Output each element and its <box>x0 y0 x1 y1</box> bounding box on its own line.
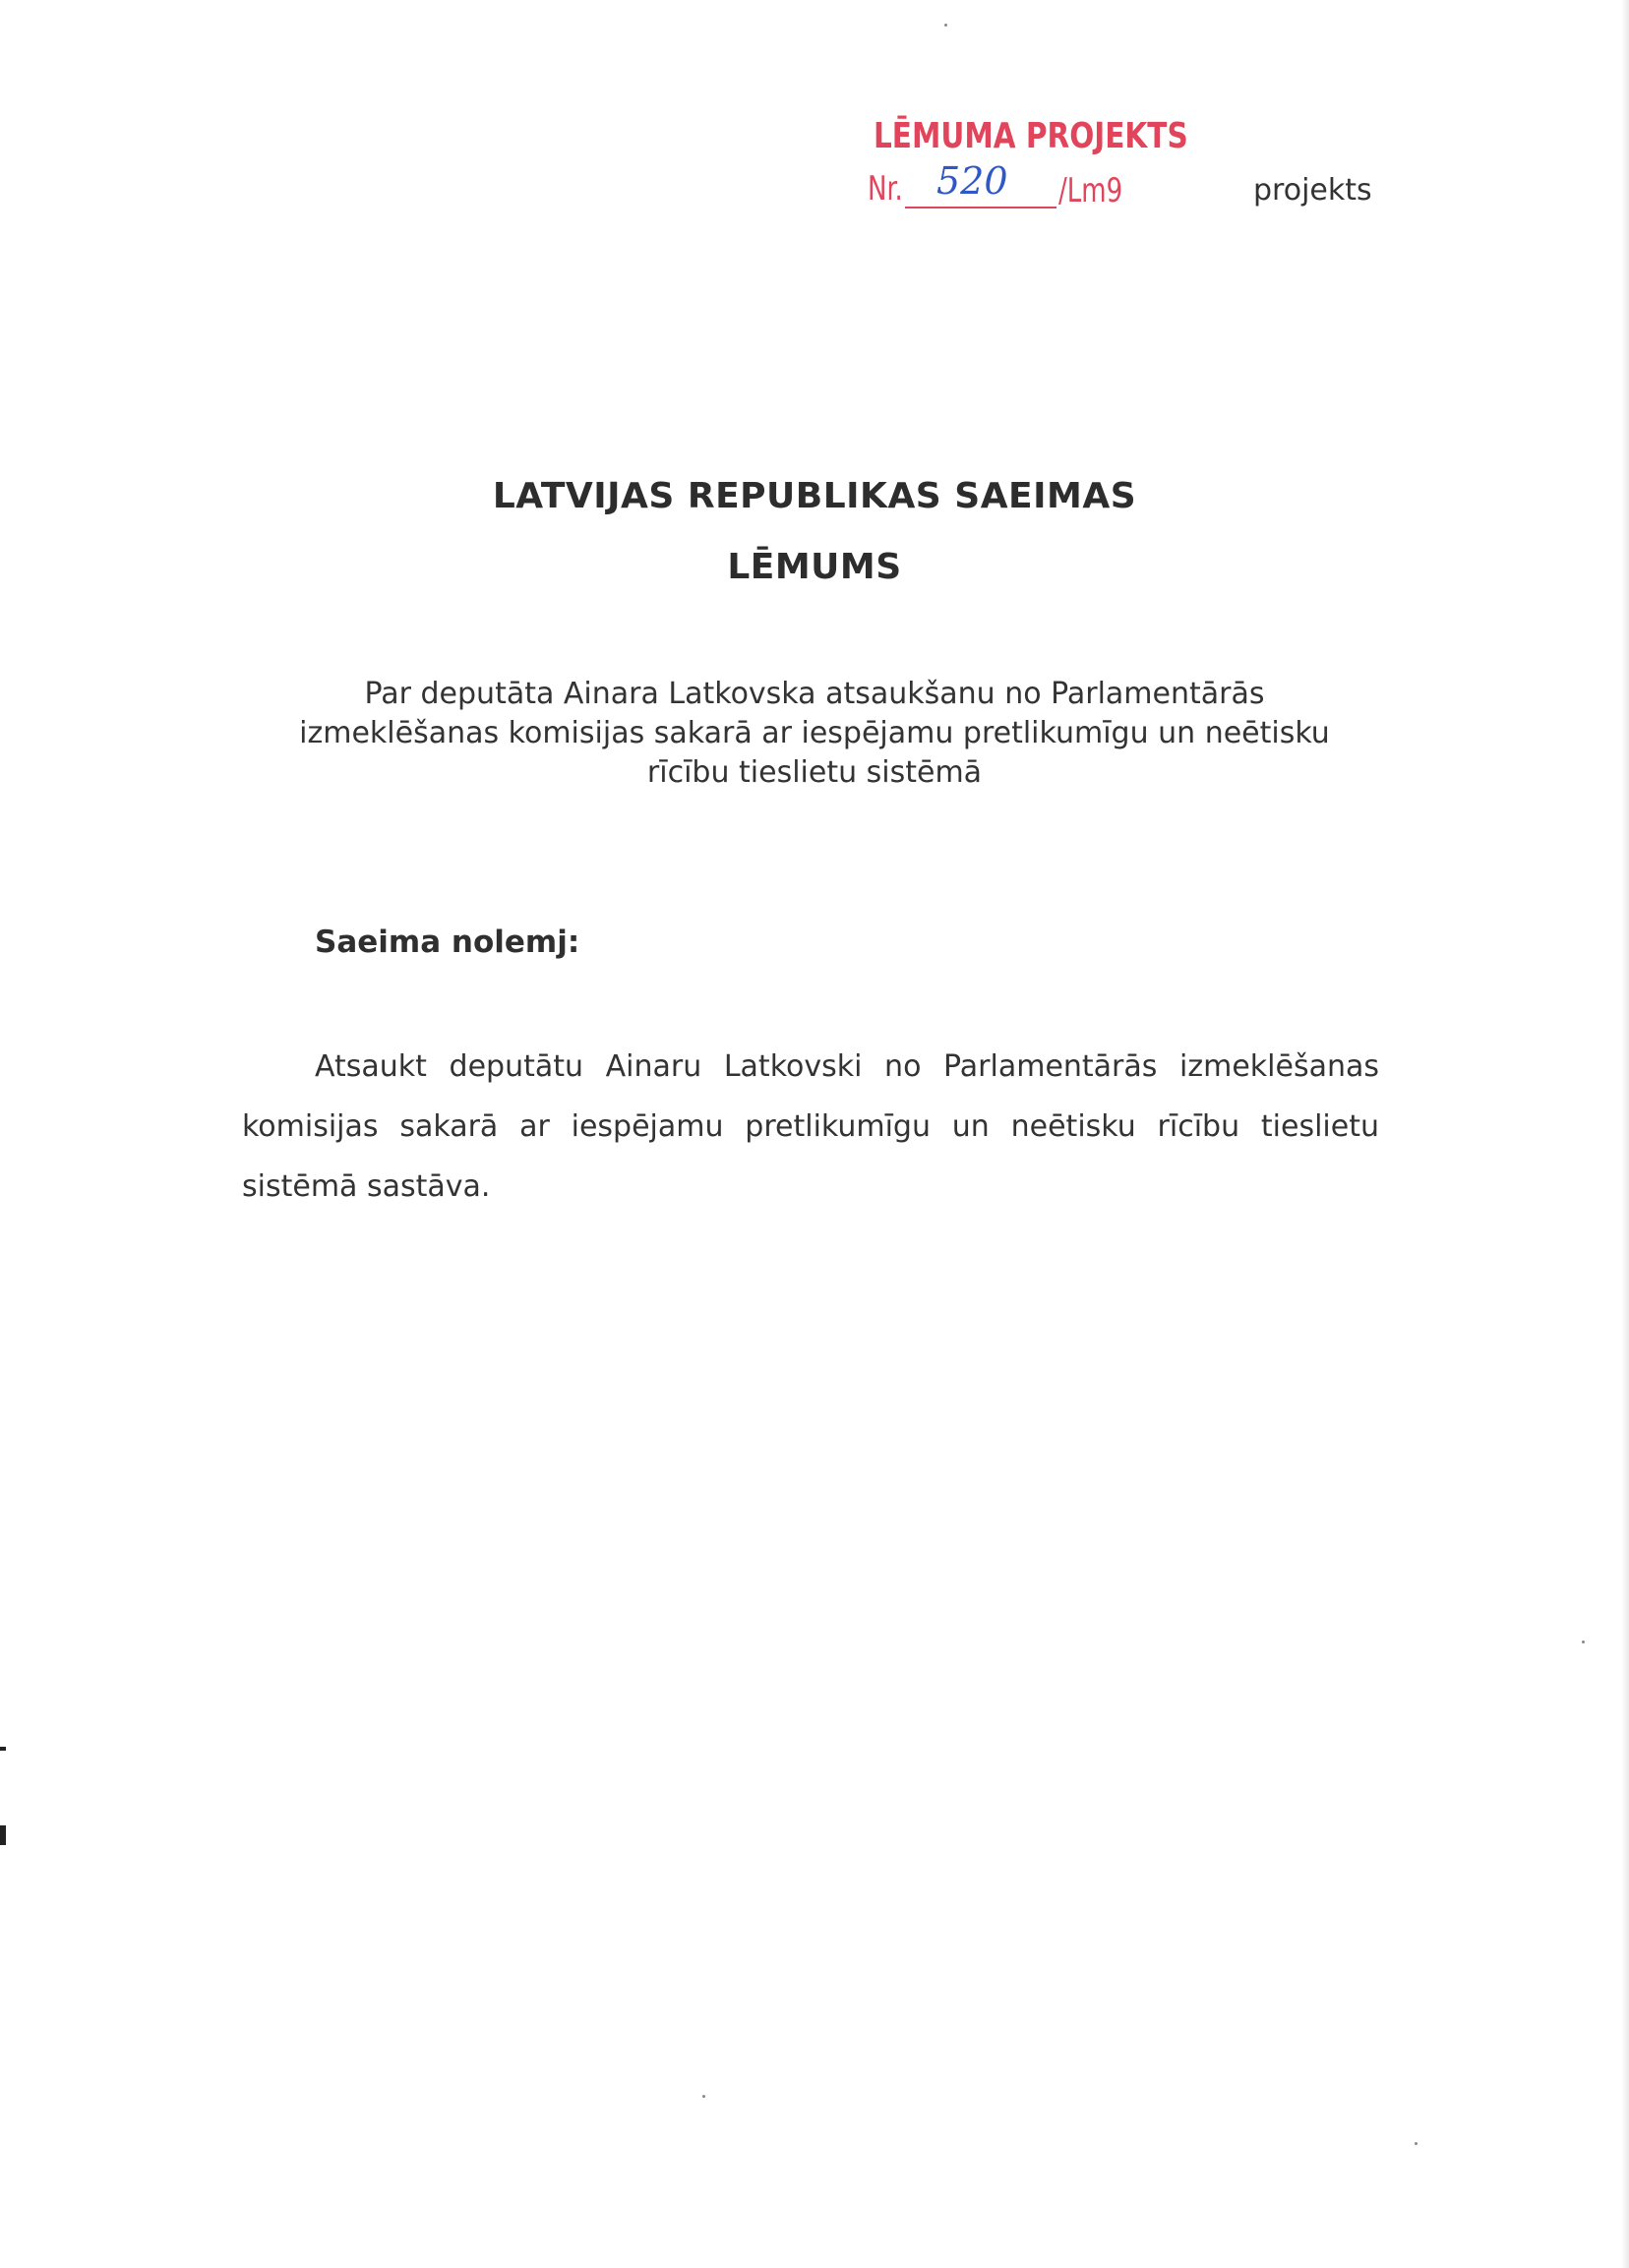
stamp-suffix: /Lm9 <box>1058 171 1123 210</box>
scan-edge-mark <box>0 1747 6 1751</box>
subject-line: Par deputāta Ainara Latkovska atsaukšanu no Parlamentārās <box>364 677 1265 711</box>
draft-label: projekts <box>1253 173 1372 208</box>
decision-text: Atsaukt deputātu Ainaru Latkovski no Parlamentārās izmeklēšanas komisijas sakarā ar iespējamu pretlikumīgu un neētisku rīcību tieslietu sistēmā sastāva. <box>242 1049 1379 1204</box>
document-title: LATVIJAS REPUBLIKAS SAEIMAS <box>492 476 1137 516</box>
stamp-handwritten-number: 520 <box>936 159 1008 203</box>
scan-edge-mark <box>0 1825 6 1845</box>
subject-line: rīcību tieslietu sistēmā <box>646 755 983 790</box>
scan-speck <box>944 24 947 27</box>
stamp-title: LĒMUMA PROJEKTS <box>874 116 1188 156</box>
draft-stamp <box>862 110 1188 218</box>
subject-line: izmeklēšanas komisijas sakarā ar iespējamu pretlikumīgu un neētisku <box>299 716 1330 750</box>
scan-speck <box>1415 2142 1418 2145</box>
scan-speck <box>1582 1641 1585 1643</box>
scan-edge <box>1621 0 1629 2268</box>
stamp-nr-label: Nr. <box>868 169 903 209</box>
decision-label: Saeima nolemj: <box>315 925 580 960</box>
scan-speck <box>702 2095 705 2098</box>
document-subject <box>0 675 1629 793</box>
document-type: LĒMUMS <box>727 547 902 587</box>
stamp-underline <box>905 207 1056 209</box>
